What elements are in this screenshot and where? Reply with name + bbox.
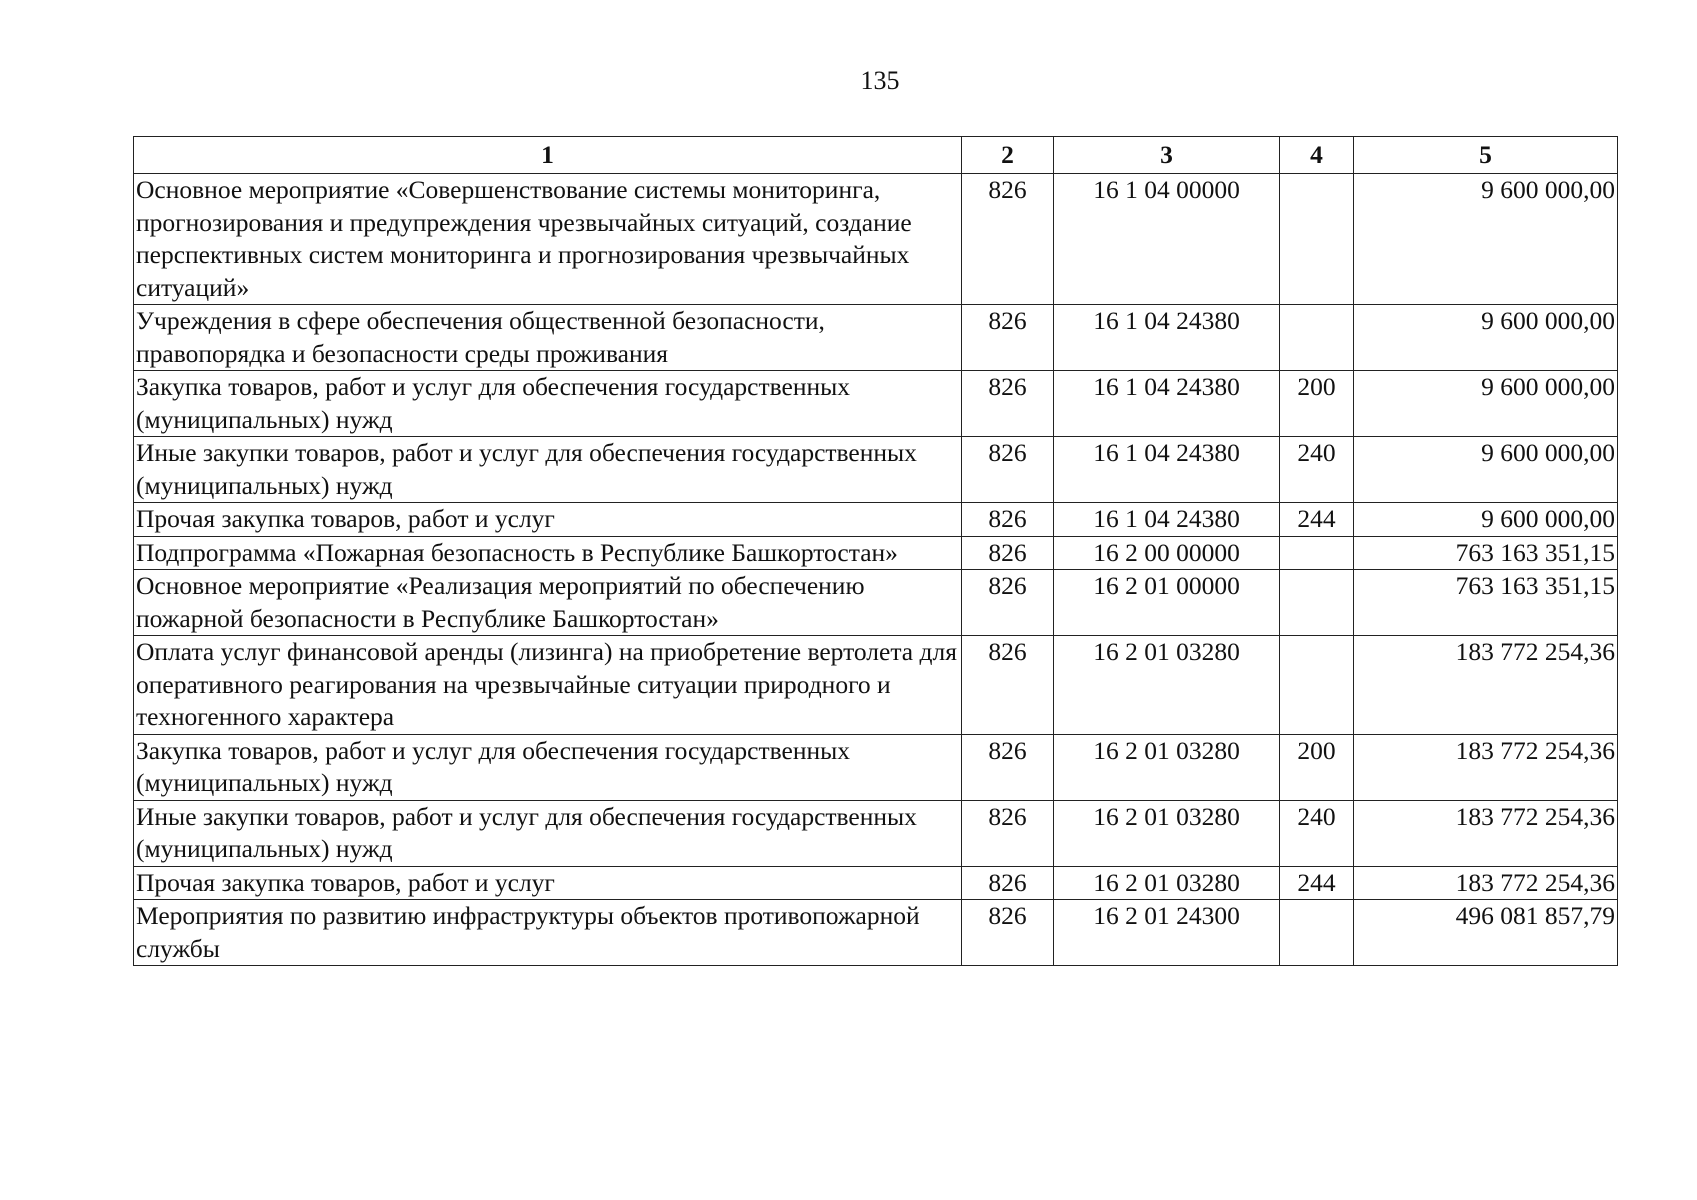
row-grbs-cell: 826 xyxy=(962,570,1054,636)
row-vr-cell: 240 xyxy=(1280,800,1354,866)
row-name-cell: Учреждения в сфере обеспечения общественной безопасности, правопорядка и безопасности среды проживания xyxy=(134,305,962,371)
row-grbs-cell: 826 xyxy=(962,866,1054,900)
table-row xyxy=(134,570,1618,636)
row-name-cell: Иные закупки товаров, работ и услуг для обеспечения государственных (муниципальных) нужд xyxy=(134,437,962,503)
header-col-3: 3 xyxy=(1054,137,1280,174)
row-csr-cell: 16 2 01 24300 xyxy=(1054,900,1280,966)
row-csr-cell: 16 1 04 24380 xyxy=(1054,371,1280,437)
row-sum-cell: 9 600 000,00 xyxy=(1354,305,1618,371)
row-grbs-cell: 826 xyxy=(962,734,1054,800)
row-name-cell: Закупка товаров, работ и услуг для обеспечения государственных (муниципальных) нужд xyxy=(134,371,962,437)
row-name-cell: Оплата услуг финансовой аренды (лизинга) на приобретение вертолета для оперативного реагирования на чрезвычайные ситуации природного и техногенного характера xyxy=(134,636,962,735)
row-csr-cell: 16 2 01 03280 xyxy=(1054,866,1280,900)
row-name-cell: Иные закупки товаров, работ и услуг для обеспечения государственных (муниципальных) нужд xyxy=(134,800,962,866)
table-row xyxy=(134,636,1618,735)
row-name-cell: Подпрограмма «Пожарная безопасность в Республике Башкортостан» xyxy=(134,536,962,570)
row-name-cell: Основное мероприятие «Реализация мероприятий по обеспечению пожарной безопасности в Республике Башкортостан» xyxy=(134,570,962,636)
row-grbs-cell: 826 xyxy=(962,900,1054,966)
row-csr-cell: 16 1 04 24380 xyxy=(1054,437,1280,503)
header-col-4: 4 xyxy=(1280,137,1354,174)
table-row xyxy=(134,536,1618,570)
header-col-1: 1 xyxy=(134,137,962,174)
row-name-cell: Закупка товаров, работ и услуг для обеспечения государственных (муниципальных) нужд xyxy=(134,734,962,800)
row-sum-cell: 183 772 254,36 xyxy=(1354,734,1618,800)
row-name-cell: Мероприятия по развитию инфраструктуры объектов противопожарной службы xyxy=(134,900,962,966)
row-vr-cell: 244 xyxy=(1280,866,1354,900)
row-vr-cell xyxy=(1280,900,1354,966)
header-col-5: 5 xyxy=(1354,137,1618,174)
table-header-row xyxy=(134,137,1618,174)
row-vr-cell: 200 xyxy=(1280,371,1354,437)
table-body xyxy=(134,174,1618,966)
budget-table xyxy=(133,136,1618,966)
row-grbs-cell: 826 xyxy=(962,636,1054,735)
row-vr-cell xyxy=(1280,174,1354,305)
table-row xyxy=(134,503,1618,537)
table-row xyxy=(134,371,1618,437)
row-sum-cell: 9 600 000,00 xyxy=(1354,371,1618,437)
table-row xyxy=(134,900,1618,966)
page-number: 135 xyxy=(860,66,900,95)
row-sum-cell: 9 600 000,00 xyxy=(1354,503,1618,537)
row-sum-cell: 763 163 351,15 xyxy=(1354,536,1618,570)
row-vr-cell xyxy=(1280,570,1354,636)
row-csr-cell: 16 2 01 03280 xyxy=(1054,636,1280,735)
table-row xyxy=(134,734,1618,800)
row-name-cell: Прочая закупка товаров, работ и услуг xyxy=(134,866,962,900)
row-csr-cell: 16 2 01 00000 xyxy=(1054,570,1280,636)
row-csr-cell: 16 2 01 03280 xyxy=(1054,800,1280,866)
table-row xyxy=(134,866,1618,900)
header-col-2: 2 xyxy=(962,137,1054,174)
row-name-cell: Основное мероприятие «Совершенствование системы мониторинга, прогнозирования и предупреждения чрезвычайных ситуаций, создание перспективных систем мониторинга и прогнозирования чрезвычайных ситуаций» xyxy=(134,174,962,305)
row-grbs-cell: 826 xyxy=(962,305,1054,371)
row-csr-cell: 16 1 04 24380 xyxy=(1054,503,1280,537)
row-vr-cell: 240 xyxy=(1280,437,1354,503)
row-vr-cell xyxy=(1280,305,1354,371)
row-sum-cell: 9 600 000,00 xyxy=(1354,437,1618,503)
row-sum-cell: 9 600 000,00 xyxy=(1354,174,1618,305)
table-row xyxy=(134,800,1618,866)
row-csr-cell: 16 1 04 00000 xyxy=(1054,174,1280,305)
row-vr-cell: 244 xyxy=(1280,503,1354,537)
row-sum-cell: 496 081 857,79 xyxy=(1354,900,1618,966)
row-grbs-cell: 826 xyxy=(962,536,1054,570)
table-row xyxy=(134,174,1618,305)
row-sum-cell: 183 772 254,36 xyxy=(1354,866,1618,900)
row-grbs-cell: 826 xyxy=(962,503,1054,537)
row-grbs-cell: 826 xyxy=(962,437,1054,503)
row-vr-cell xyxy=(1280,536,1354,570)
row-csr-cell: 16 2 00 00000 xyxy=(1054,536,1280,570)
row-csr-cell: 16 1 04 24380 xyxy=(1054,305,1280,371)
row-csr-cell: 16 2 01 03280 xyxy=(1054,734,1280,800)
row-sum-cell: 183 772 254,36 xyxy=(1354,636,1618,735)
table-row xyxy=(134,437,1618,503)
row-grbs-cell: 826 xyxy=(962,371,1054,437)
row-grbs-cell: 826 xyxy=(962,174,1054,305)
row-name-cell: Прочая закупка товаров, работ и услуг xyxy=(134,503,962,537)
table-row xyxy=(134,305,1618,371)
row-grbs-cell: 826 xyxy=(962,800,1054,866)
row-sum-cell: 763 163 351,15 xyxy=(1354,570,1618,636)
row-sum-cell: 183 772 254,36 xyxy=(1354,800,1618,866)
row-vr-cell xyxy=(1280,636,1354,735)
row-vr-cell: 200 xyxy=(1280,734,1354,800)
